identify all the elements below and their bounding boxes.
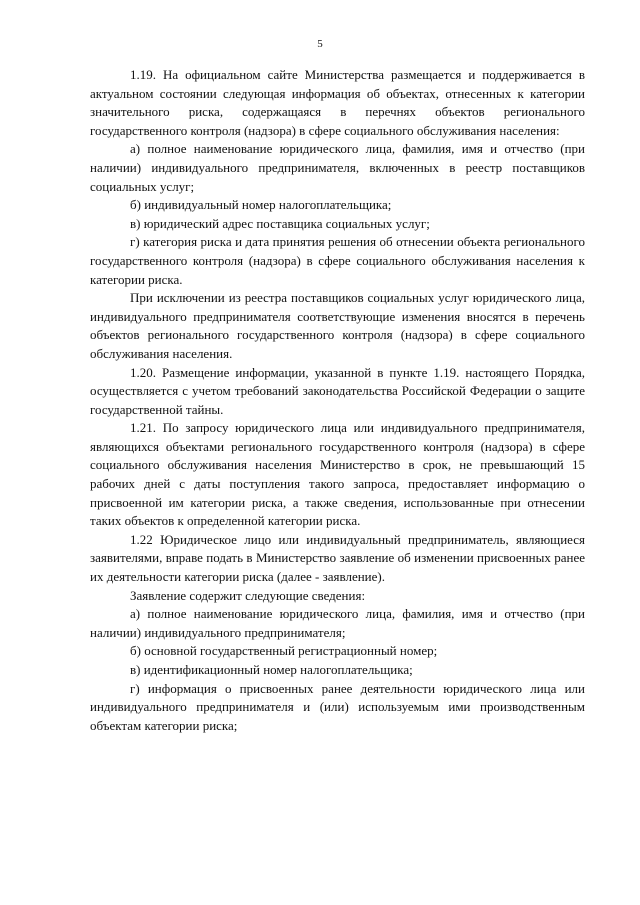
list-item-a-full-name-2: а) полное наименование юридического лица, фамилия, имя и отчество (при наличии) индивидуального предпринимателя; [90,606,585,640]
list-item-v-legal-address: в) юридический адрес поставщика социальных услуг; [130,215,430,231]
paragraph-1-21: 1.21. По запросу юридического лица или индивидуального предпринимателя, являющихся объектами регионального государственного контроля (надзора) в сфере социального обслуживания населения Министерство в срок, не превышающий 15 рабочих дней с даты поступления такого запроса, предоставляет информацию о присвоенной им категории риска, а также сведения, использованные при отнесении таких объектов к определенной категории риска. [90,420,585,529]
list-item-g-risk-category: г) категория риска и дата принятия решения об отнесении объекта регионального государственного контроля (надзора) в сфере социального обслуживания населения к категории риска. [90,234,585,287]
list-item-v-inn: в) идентификационный номер налогоплательщика; [130,662,413,677]
paragraph-1-20: 1.20. Размещение информации, указанной в пункте 1.19. настоящего Порядка, осуществляется с учетом требований законодательства Российской Федерации о защите государственной тайны. [90,364,585,417]
list-item-g-risk-info: г) информация о присвоенных ранее деятельности юридического лица или индивидуального предпринимателя и (или) используемым ими производственным объектам категории риска; [90,680,585,733]
paragraph-exclusion: При исключении из реестра поставщиков социальных услуг юридического лица, индивидуального предпринимателя соответствующие изменения вносятся в перечень объектов регионального государственного контроля (надзора) в сфере социального обслуживания населения. [90,290,585,361]
list-item-b-inn: б) индивидуальный номер налогоплательщика; [130,197,392,213]
paragraph-1-19: 1.19. На официальном сайте Министерства размещается и поддерживается в актуальном состоянии следующая информация об объектах, отнесенных к категории значительного риска, содержащаяся в перечнях объектов регионального государственного контроля (надзора) в сфере социального обслуживания населения: [90,67,585,138]
list-item-b-ogrn: б) основной государственный регистрационный номер; [130,643,438,659]
list-item-a-full-name: а) полное наименование юридического лица, фамилия, имя и отчество (при наличии) индивидуального предпринимателя, включенных в реестр поставщиков социальных услуг; [90,141,585,194]
paragraph-application-contents: Заявление содержит следующие сведения: [130,587,366,603]
paragraph-1-22: 1.22 Юридическое лицо или индивидуальный предприниматель, являющиеся заявителями, вправе подать в Министерство заявление об изменении присвоенных ранее их деятельности категории риска (далее - заявление). [90,531,585,585]
page-number: 5 [317,38,323,50]
document-body [90,66,585,735]
